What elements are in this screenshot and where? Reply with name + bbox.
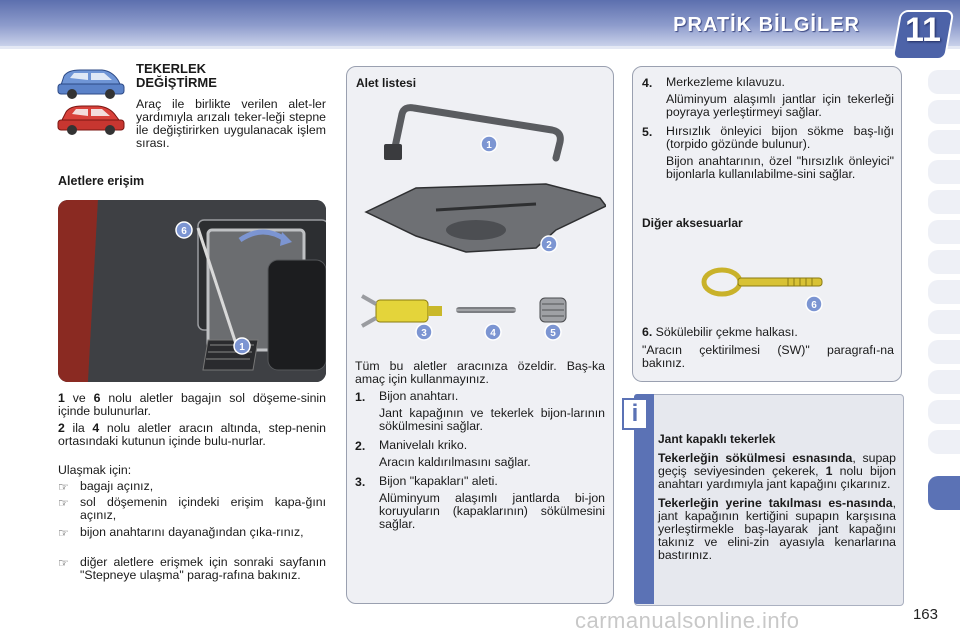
access-bullet-list bbox=[58, 480, 326, 600]
hand-pointer-icon: ☞ bbox=[58, 496, 69, 510]
side-tab[interactable] bbox=[928, 400, 960, 424]
tool-badge-1 bbox=[479, 134, 499, 154]
more-list bbox=[642, 76, 894, 181]
intro-title-line1: TEKERLEK bbox=[136, 61, 207, 76]
tool-badge-3 bbox=[414, 322, 434, 342]
access-paragraph-1: 1 ve 6 nolu aletler bagajın sol döşeme-sinin içinde bulunurlar. bbox=[58, 391, 326, 418]
side-tab[interactable] bbox=[928, 430, 960, 454]
side-tab[interactable] bbox=[928, 190, 960, 214]
access-paragraph-3: Ulaşmak için: bbox=[58, 463, 132, 477]
header-divider bbox=[0, 46, 960, 49]
hand-pointer-icon: ☞ bbox=[58, 526, 69, 540]
access-paragraph-2: 2 ila 4 nolu aletler aracın altında, step-nenin ortasındaki kutunun içinde bulu-nurlar. bbox=[58, 421, 327, 448]
svg-text:6: 6 bbox=[811, 300, 817, 311]
tool-badge-4 bbox=[483, 322, 503, 342]
info-content bbox=[658, 432, 896, 562]
intro-title-line2: DEĞİŞTİRME bbox=[136, 75, 217, 90]
bullet-item: ☞ bijon anahtarını dayanağından çıka-rınız, bbox=[58, 525, 304, 540]
photo-badge-1 bbox=[232, 336, 252, 356]
car-icons bbox=[56, 62, 126, 136]
side-tab[interactable] bbox=[928, 250, 960, 274]
hand-pointer-icon: ☞ bbox=[58, 480, 69, 494]
bullet-item: ☞ diğer aletlere erişmek için sonraki sayfanın "Stepneye ulaşma" parag-rafına bakınız. bbox=[58, 555, 326, 582]
tool-badge-5 bbox=[543, 322, 563, 342]
svg-text:6: 6 bbox=[181, 226, 187, 237]
wheel-brace-icon bbox=[384, 108, 560, 160]
tool-item: 2. Manivelalı kriko. Aracın kaldırılmasını sağlar. bbox=[355, 438, 531, 469]
photo-badge-6 bbox=[174, 220, 194, 240]
side-tab[interactable] bbox=[928, 100, 960, 124]
item6-text: 6. Sökülebilir çekme halkası. bbox=[642, 325, 798, 339]
side-tab[interactable] bbox=[928, 130, 960, 154]
side-tab[interactable] bbox=[928, 160, 960, 184]
tool-item: 1. Bijon anahtarı. Jant kapağının ve tekerlek bijon-larının sökülmesini sağlar. bbox=[355, 389, 605, 433]
tools-heading: Alet listesi bbox=[356, 76, 417, 90]
accessories-heading: Diğer aksesuarlar bbox=[642, 216, 743, 230]
side-tab[interactable] bbox=[928, 280, 960, 304]
svg-text:2: 2 bbox=[546, 240, 552, 251]
red-car-icon bbox=[58, 106, 124, 135]
side-tab[interactable] bbox=[928, 310, 960, 334]
info-paragraph-1: Tekerleğin sökülmesi esnasında, supap geçiş seviyesinden çekerek, 1 nolu bijon anahtarı yardımıyla jant kapağını çıkarınız. bbox=[658, 451, 896, 491]
bullet-item: ☞ sol döşemenin içindeki erişim kapa-ğını açınız, bbox=[58, 495, 326, 522]
tools-list bbox=[355, 390, 605, 531]
info-icon: i bbox=[622, 398, 648, 430]
svg-text:4: 4 bbox=[490, 328, 496, 339]
svg-text:3: 3 bbox=[421, 328, 427, 339]
centering-guide-icon bbox=[456, 307, 516, 313]
side-tab[interactable] bbox=[928, 220, 960, 244]
accessory-badge-6 bbox=[804, 294, 824, 314]
side-tab-active[interactable] bbox=[928, 476, 960, 510]
tool-badge-2 bbox=[539, 234, 559, 254]
jack-icon bbox=[366, 184, 606, 252]
tool-item: 3. Bijon "kapakları" aleti. Alüminyum alaşımlı jantlarda bi-jon koruyuların (kapaklarının) sökülmesini sağlar. bbox=[355, 474, 605, 531]
info-title: Jant kapaklı tekerlek bbox=[658, 432, 776, 446]
bullet-item: ☞ bagajı açınız, bbox=[58, 479, 154, 494]
side-tab[interactable] bbox=[928, 340, 960, 364]
info-paragraph-2: Tekerleğin yerine takılması es-nasında, jant kapağının kertiğini supapın karşısına yerleştirmekle baş-layarak jant kapağını takınız ve elini-zin ayasıyla kenarlarına bastırınız. bbox=[658, 496, 896, 562]
hand-pointer-icon: ☞ bbox=[58, 556, 69, 570]
side-tab[interactable] bbox=[928, 370, 960, 394]
blue-car-icon bbox=[58, 70, 124, 99]
svg-text:5: 5 bbox=[550, 328, 556, 339]
tool-item: 5. Hırsızlık önleyici bijon sökme baş-lığı (torpido gözünde bulunur). Bijon anahtarının, özel "hırsızlık önleyici" bijonlarla kullanılabilme-sini sağlar. bbox=[642, 124, 894, 181]
access-heading: Aletlere erişim bbox=[58, 174, 145, 188]
anti-theft-socket-icon bbox=[540, 298, 566, 322]
towing-reference: "Aracın çektirilmesi (SW)" paragrafı-na bakınız. bbox=[642, 343, 894, 370]
page-number: 163 bbox=[912, 606, 938, 623]
watermark: carmanualsonline.info bbox=[575, 608, 800, 633]
svg-text:1: 1 bbox=[486, 140, 492, 151]
tool-item: 4. Merkezleme kılavuzu. Alüminyum alaşımlı jantlar için tekerleği poyraya yerleştirmeyi sağlar. bbox=[642, 75, 894, 119]
page-title: PRATİK BİLGİLER bbox=[673, 14, 860, 36]
side-tab[interactable] bbox=[928, 70, 960, 94]
chapter-number: 11 bbox=[905, 11, 941, 49]
svg-text:1: 1 bbox=[239, 342, 245, 353]
tools-intro: Tüm bu aletler aracınıza özeldir. Baş-ka amaç için kullanmayınız. bbox=[355, 359, 605, 386]
intro-text: Araç ile birlikte verilen alet-ler yardımıyla arızalı teker-leği stepne ile değiştirirken uygulanacak işlem sırası. bbox=[136, 97, 326, 150]
trunk-photo bbox=[58, 200, 326, 382]
